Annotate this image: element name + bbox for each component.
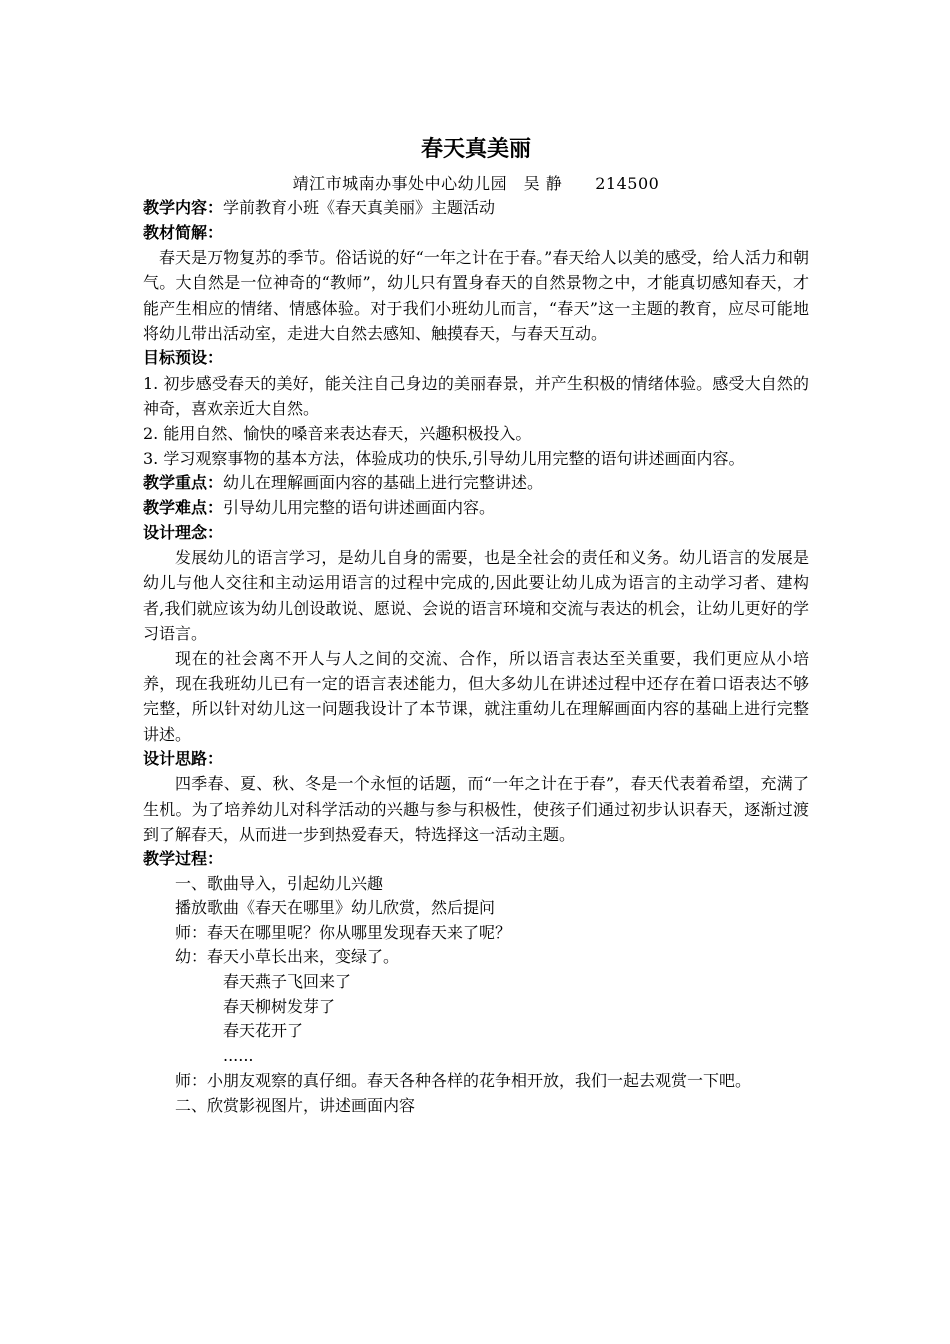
teaching-content-text: 学前教育小班《春天真美丽》主题活动 [223,198,496,217]
approach-text: 四季春、夏、秋、冬是一个永恒的话题，而“一年之计在于春”，春天代表着希望，充满了生机。为了培养幼儿对科学活动的兴趣与参与积极性，使孩子们通过初步认识春天，逐渐过渡到了解春天，从而进一步到热爱春天，特选择这一活动主题。 [143,774,809,844]
material-heading: 教材简解： [143,222,224,242]
material-text: 春天是万物复苏的季节。俗话说的好“一年之计在于春。”春天给人以美的感受，给人活力和朝气。大自然是一位神奇的“教师”，幼儿只有置身春天的自然景物之中，才能真切感知春天，才能产生相应的情绪、情感体验。对于我们小班幼儿而言，“春天”这一主题的教育，应尽可能地将幼儿带出活动室，走进大自然去感知、触摸春天，与春天互动。 [143,248,809,343]
difficulty [143,496,809,521]
key-point-text: 幼儿在理解画面内容的基础上进行完整讲述。 [223,473,544,493]
goals-heading: 目标预设： [143,348,224,367]
document-title: 春天真美丽 [420,137,531,162]
goal-item-3: 3. 学习观察事物的基本方法，体验成功的快乐,引导幼儿用完整的语句讲述画面内容。 [143,449,745,469]
process-answer-3: 春天花开了 [223,1021,304,1041]
process-answer-1: 春天燕子飞回来了 [223,971,352,991]
philosophy-heading: 设计理念： [143,522,224,542]
key-point [143,471,809,496]
process-child-answer: 幼：春天小草长出来，变绿了。 [175,947,400,967]
goal-item-1: 1. 初步感受春天的美好，能关注自己身边的美丽春景，并产生积极的情绪体验。感受大自然的神奇，喜欢亲近大自然。 [143,373,809,418]
process-ellipsis: ...... [223,1045,254,1065]
process-teacher-question: 师：春天在哪里呢？你从哪里发现春天来了呢？ [175,922,512,942]
teaching-content [143,196,809,221]
process-heading: 教学过程： [143,849,224,869]
process-step-2: 二、欣赏影视图片，讲述画面内容 [175,1095,416,1115]
document-page [143,132,809,1118]
philosophy-paragraph-1: 发展幼儿的语言学习，是幼儿自身的需要，也是全社会的责任和义务。幼儿语言的发展是幼儿与他人交往和主动运用语言的过程中完成的,因此要让幼儿成为语言的主动学习者、建构者,我们就应该为幼儿创设敢说、愿说、会说的语言环境和交流与表达的机会，让幼儿更好的学习语言。 [143,548,809,643]
difficulty-label: 教学难点： [143,498,224,517]
process-answer-2: 春天柳树发芽了 [223,996,336,1016]
process-teacher-remark: 师：小朋友观察的真仔细。春天各种各样的花争相开放，我们一起去观赏一下吧。 [175,1071,752,1091]
document-byline: 靖江市城南办事处中心幼儿园 吴 静 214500 [292,174,660,193]
key-point-label: 教学重点： [143,473,224,493]
approach-heading: 设计思路： [143,748,224,768]
process-step-1: 一、歌曲导入，引起幼儿兴趣 [175,873,384,893]
teaching-content-label: 教学内容： [143,198,224,217]
difficulty-text: 引导幼儿用完整的语句讲述画面内容。 [223,498,496,517]
goal-item-2: 2. 能用自然、愉快的嗓音来表达春天，兴趣积极投入。 [143,424,532,443]
process-play-song: 播放歌曲《春天在哪里》幼儿欣赏，然后提问 [175,898,496,918]
philosophy-paragraph-2: 现在的社会离不开人与人之间的交流、合作，所以语言表达至关重要，我们更应从小培养，现在我班幼儿已有一定的语言表述能力，但大多幼儿在讲述过程中还存在着口语表达不够完整，所以针对幼儿这一问题我设计了本节课，就注重幼儿在理解画面内容的基础上进行完整讲述。 [143,649,809,744]
